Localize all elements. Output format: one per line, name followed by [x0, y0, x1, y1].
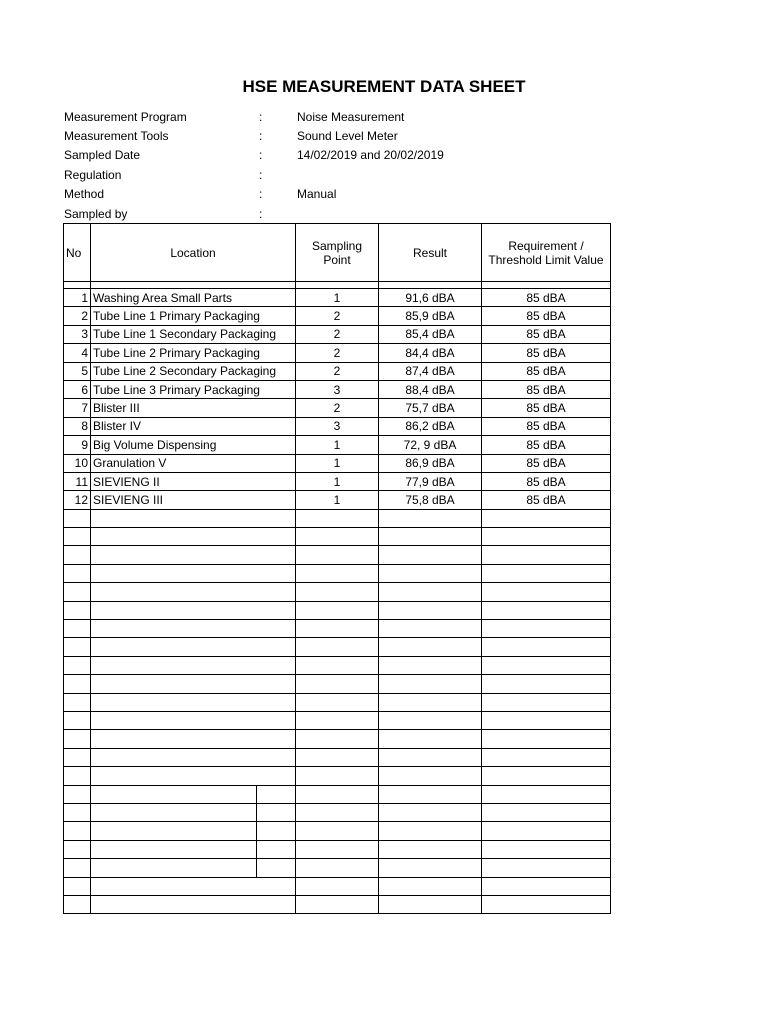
meta-row-tools	[64, 126, 624, 145]
empty-no-cell	[64, 675, 91, 693]
table-row	[64, 491, 611, 509]
empty-row	[64, 877, 611, 895]
empty-requirement-cell	[482, 840, 611, 858]
row-requirement-cell: 85 dBA	[482, 362, 611, 380]
row-no-cell: 9	[64, 436, 91, 454]
row-location-cell: Big Volume Dispensing	[91, 436, 296, 454]
meta-colon: :	[259, 187, 263, 202]
row-result-cell: 88,4 dBA	[379, 380, 482, 398]
table-row	[64, 307, 611, 325]
row-sampling-point-cell: 2	[296, 399, 379, 417]
meta-row-method	[64, 185, 624, 204]
row-no-cell: 8	[64, 417, 91, 435]
empty-no-cell	[64, 895, 91, 913]
empty-no-cell	[64, 509, 91, 527]
empty-row	[64, 693, 611, 711]
header-requirement: Requirement / Threshold Limit Value	[482, 224, 611, 282]
row-location-cell: Washing Area Small Parts	[91, 289, 296, 307]
empty-location-cell	[91, 583, 296, 601]
row-sampling-point-cell: 2	[296, 344, 379, 362]
empty-row	[64, 546, 611, 564]
row-sampling-point-cell: 1	[296, 472, 379, 490]
empty-requirement-cell	[482, 675, 611, 693]
empty-result-cell	[379, 840, 482, 858]
empty-location-cell	[91, 564, 296, 582]
meta-label: Measurement Program	[64, 109, 187, 124]
empty-no-cell	[64, 583, 91, 601]
row-requirement-cell: 85 dBA	[482, 491, 611, 509]
empty-location-cell	[91, 620, 296, 638]
empty-row	[64, 620, 611, 638]
empty-row	[64, 638, 611, 656]
row-result-cell: 75,8 dBA	[379, 491, 482, 509]
row-result-cell: 86,2 dBA	[379, 417, 482, 435]
row-result-cell: 75,7 dBA	[379, 399, 482, 417]
empty-sub-cell	[257, 859, 296, 877]
empty-location-cell	[91, 840, 257, 858]
empty-sampling-point-cell	[296, 785, 379, 803]
empty-requirement-cell	[482, 877, 611, 895]
empty-result-cell	[379, 877, 482, 895]
row-no-cell: 7	[64, 399, 91, 417]
row-no-cell: 3	[64, 325, 91, 343]
empty-no-cell	[64, 693, 91, 711]
empty-requirement-cell	[482, 509, 611, 527]
meta-label: Measurement Tools	[64, 129, 169, 144]
empty-row	[64, 840, 611, 858]
header-spacer-row	[64, 282, 611, 289]
row-no-cell: 4	[64, 344, 91, 362]
empty-sampling-point-cell	[296, 675, 379, 693]
empty-row	[64, 509, 611, 527]
empty-no-cell	[64, 601, 91, 619]
row-location-cell: Blister III	[91, 399, 296, 417]
meta-colon: :	[259, 129, 263, 144]
row-result-cell: 91,6 dBA	[379, 289, 482, 307]
empty-location-cell	[91, 785, 257, 803]
table-header-row	[64, 224, 611, 282]
empty-no-cell	[64, 528, 91, 546]
row-requirement-cell: 85 dBA	[482, 454, 611, 472]
empty-no-cell	[64, 546, 91, 564]
meta-row-date	[64, 146, 624, 165]
empty-row	[64, 564, 611, 582]
row-no-cell: 5	[64, 362, 91, 380]
empty-location-cell	[91, 767, 296, 785]
empty-result-cell	[379, 583, 482, 601]
header-result: Result	[379, 224, 482, 282]
empty-sub-cell	[257, 822, 296, 840]
empty-location-cell	[91, 895, 296, 913]
empty-requirement-cell	[482, 693, 611, 711]
empty-sampling-point-cell	[296, 638, 379, 656]
empty-sampling-point-cell	[296, 767, 379, 785]
row-result-cell: 86,9 dBA	[379, 454, 482, 472]
empty-requirement-cell	[482, 711, 611, 729]
empty-requirement-cell	[482, 583, 611, 601]
row-no-cell: 1	[64, 289, 91, 307]
empty-result-cell	[379, 656, 482, 674]
row-sampling-point-cell: 2	[296, 307, 379, 325]
row-requirement-cell: 85 dBA	[482, 417, 611, 435]
empty-no-cell	[64, 620, 91, 638]
empty-sampling-point-cell	[296, 656, 379, 674]
empty-result-cell	[379, 564, 482, 582]
empty-location-cell	[91, 748, 296, 766]
row-sampling-point-cell: 2	[296, 325, 379, 343]
empty-result-cell	[379, 803, 482, 821]
empty-row	[64, 895, 611, 913]
empty-location-cell	[91, 693, 296, 711]
empty-row	[64, 748, 611, 766]
empty-location-cell	[91, 528, 296, 546]
empty-location-cell	[91, 675, 296, 693]
header-location: Location	[91, 224, 296, 282]
empty-row	[64, 528, 611, 546]
meta-label: Method	[64, 187, 105, 202]
empty-requirement-cell	[482, 546, 611, 564]
empty-location-cell	[91, 711, 296, 729]
empty-no-cell	[64, 785, 91, 803]
table-row	[64, 325, 611, 343]
meta-value: Sound Level Meter	[297, 129, 398, 144]
table-row	[64, 472, 611, 490]
empty-no-cell	[64, 767, 91, 785]
empty-sampling-point-cell	[296, 601, 379, 619]
empty-result-cell	[379, 748, 482, 766]
empty-row	[64, 822, 611, 840]
empty-sampling-point-cell	[296, 583, 379, 601]
empty-requirement-cell	[482, 822, 611, 840]
row-location-cell: Tube Line 1 Primary Packaging	[91, 307, 296, 325]
empty-sampling-point-cell	[296, 877, 379, 895]
empty-sub-cell	[257, 840, 296, 858]
table-row	[64, 380, 611, 398]
sheet-title: HSE MEASUREMENT DATA SHEET	[242, 77, 526, 96]
row-location-cell: Blister IV	[91, 417, 296, 435]
empty-no-cell	[64, 840, 91, 858]
meta-block	[64, 107, 624, 223]
table-row	[64, 289, 611, 307]
row-location-cell: Tube Line 2 Primary Packaging	[91, 344, 296, 362]
empty-requirement-cell	[482, 564, 611, 582]
row-requirement-cell: 85 dBA	[482, 436, 611, 454]
empty-location-cell	[91, 601, 296, 619]
row-location-cell: Granulation V	[91, 454, 296, 472]
row-sampling-point-cell: 3	[296, 380, 379, 398]
row-result-cell: 85,4 dBA	[379, 325, 482, 343]
empty-location-cell	[91, 859, 257, 877]
empty-row	[64, 767, 611, 785]
meta-value: Manual	[297, 187, 337, 202]
empty-result-cell	[379, 730, 482, 748]
row-sampling-point-cell: 1	[296, 289, 379, 307]
empty-sampling-point-cell	[296, 748, 379, 766]
empty-result-cell	[379, 895, 482, 913]
empty-result-cell	[379, 675, 482, 693]
empty-sampling-point-cell	[296, 840, 379, 858]
row-result-cell: 77,9 dBA	[379, 472, 482, 490]
table-row	[64, 344, 611, 362]
empty-location-cell	[91, 877, 296, 895]
row-no-cell: 11	[64, 472, 91, 490]
row-result-cell: 85,9 dBA	[379, 307, 482, 325]
empty-result-cell	[379, 638, 482, 656]
row-no-cell: 10	[64, 454, 91, 472]
row-no-cell: 2	[64, 307, 91, 325]
empty-result-cell	[379, 767, 482, 785]
empty-location-cell	[91, 509, 296, 527]
empty-sampling-point-cell	[296, 730, 379, 748]
table-row	[64, 454, 611, 472]
empty-result-cell	[379, 711, 482, 729]
empty-row	[64, 730, 611, 748]
empty-no-cell	[64, 711, 91, 729]
empty-row	[64, 859, 611, 877]
row-requirement-cell: 85 dBA	[482, 289, 611, 307]
row-sampling-point-cell: 1	[296, 491, 379, 509]
row-sampling-point-cell: 3	[296, 417, 379, 435]
row-result-cell: 87,4 dBA	[379, 362, 482, 380]
empty-row	[64, 785, 611, 803]
meta-colon: :	[259, 148, 263, 163]
empty-row	[64, 656, 611, 674]
empty-sampling-point-cell	[296, 509, 379, 527]
row-requirement-cell: 85 dBA	[482, 325, 611, 343]
empty-requirement-cell	[482, 730, 611, 748]
empty-location-cell	[91, 730, 296, 748]
table-row	[64, 399, 611, 417]
empty-row	[64, 803, 611, 821]
row-location-cell: SIEVIENG II	[91, 472, 296, 490]
empty-sampling-point-cell	[296, 693, 379, 711]
empty-location-cell	[91, 803, 257, 821]
empty-location-cell	[91, 638, 296, 656]
measurement-table	[63, 223, 611, 914]
empty-no-cell	[64, 822, 91, 840]
empty-requirement-cell	[482, 528, 611, 546]
empty-location-cell	[91, 656, 296, 674]
empty-result-cell	[379, 822, 482, 840]
table-row	[64, 362, 611, 380]
row-requirement-cell: 85 dBA	[482, 307, 611, 325]
empty-sampling-point-cell	[296, 822, 379, 840]
meta-row-sampled-by	[64, 204, 624, 223]
header-no: No	[64, 224, 91, 282]
row-result-cell: 84,4 dBA	[379, 344, 482, 362]
empty-no-cell	[64, 877, 91, 895]
row-requirement-cell: 85 dBA	[482, 399, 611, 417]
empty-row	[64, 601, 611, 619]
row-requirement-cell: 85 dBA	[482, 380, 611, 398]
row-location-cell: SIEVIENG III	[91, 491, 296, 509]
empty-requirement-cell	[482, 803, 611, 821]
empty-sampling-point-cell	[296, 620, 379, 638]
empty-row	[64, 675, 611, 693]
empty-no-cell	[64, 656, 91, 674]
empty-requirement-cell	[482, 859, 611, 877]
empty-sampling-point-cell	[296, 546, 379, 564]
meta-row-regulation	[64, 165, 624, 184]
empty-no-cell	[64, 803, 91, 821]
empty-location-cell	[91, 546, 296, 564]
empty-sampling-point-cell	[296, 564, 379, 582]
empty-requirement-cell	[482, 656, 611, 674]
empty-result-cell	[379, 620, 482, 638]
meta-colon: :	[259, 167, 263, 182]
empty-location-cell	[91, 822, 257, 840]
empty-result-cell	[379, 601, 482, 619]
empty-result-cell	[379, 693, 482, 711]
row-requirement-cell: 85 dBA	[482, 472, 611, 490]
row-location-cell: Tube Line 1 Secondary Packaging	[91, 325, 296, 343]
row-location-cell: Tube Line 3 Primary Packaging	[91, 380, 296, 398]
empty-requirement-cell	[482, 767, 611, 785]
meta-value: Noise Measurement	[297, 109, 405, 124]
row-sampling-point-cell: 2	[296, 362, 379, 380]
empty-sampling-point-cell	[296, 528, 379, 546]
empty-sampling-point-cell	[296, 895, 379, 913]
empty-result-cell	[379, 528, 482, 546]
empty-requirement-cell	[482, 895, 611, 913]
empty-requirement-cell	[482, 748, 611, 766]
row-no-cell: 6	[64, 380, 91, 398]
empty-no-cell	[64, 638, 91, 656]
empty-row	[64, 583, 611, 601]
empty-sampling-point-cell	[296, 803, 379, 821]
empty-requirement-cell	[482, 638, 611, 656]
meta-value: 14/02/2019 and 20/02/2019	[297, 148, 444, 163]
meta-label: Sampled Date	[64, 148, 141, 163]
row-sampling-point-cell: 1	[296, 454, 379, 472]
row-sampling-point-cell: 1	[296, 436, 379, 454]
empty-no-cell	[64, 730, 91, 748]
empty-result-cell	[379, 546, 482, 564]
row-no-cell: 12	[64, 491, 91, 509]
row-requirement-cell: 85 dBA	[482, 344, 611, 362]
empty-sub-cell	[257, 785, 296, 803]
empty-requirement-cell	[482, 601, 611, 619]
empty-row	[64, 711, 611, 729]
meta-label: Sampled by	[64, 206, 128, 221]
empty-result-cell	[379, 785, 482, 803]
header-sampling-point: Sampling Point	[296, 224, 379, 282]
empty-no-cell	[64, 748, 91, 766]
meta-colon: :	[259, 206, 263, 221]
row-location-cell: Tube Line 2 Secondary Packaging	[91, 362, 296, 380]
empty-sampling-point-cell	[296, 859, 379, 877]
empty-sub-cell	[257, 803, 296, 821]
meta-row-program	[64, 107, 624, 126]
empty-no-cell	[64, 859, 91, 877]
row-result-cell: 72, 9 dBA	[379, 436, 482, 454]
meta-colon: :	[259, 109, 263, 124]
empty-sampling-point-cell	[296, 711, 379, 729]
empty-requirement-cell	[482, 785, 611, 803]
empty-no-cell	[64, 564, 91, 582]
empty-requirement-cell	[482, 620, 611, 638]
empty-result-cell	[379, 859, 482, 877]
table-row	[64, 436, 611, 454]
empty-result-cell	[379, 509, 482, 527]
table-body	[64, 282, 611, 914]
table-row	[64, 417, 611, 435]
meta-label: Regulation	[64, 167, 122, 182]
